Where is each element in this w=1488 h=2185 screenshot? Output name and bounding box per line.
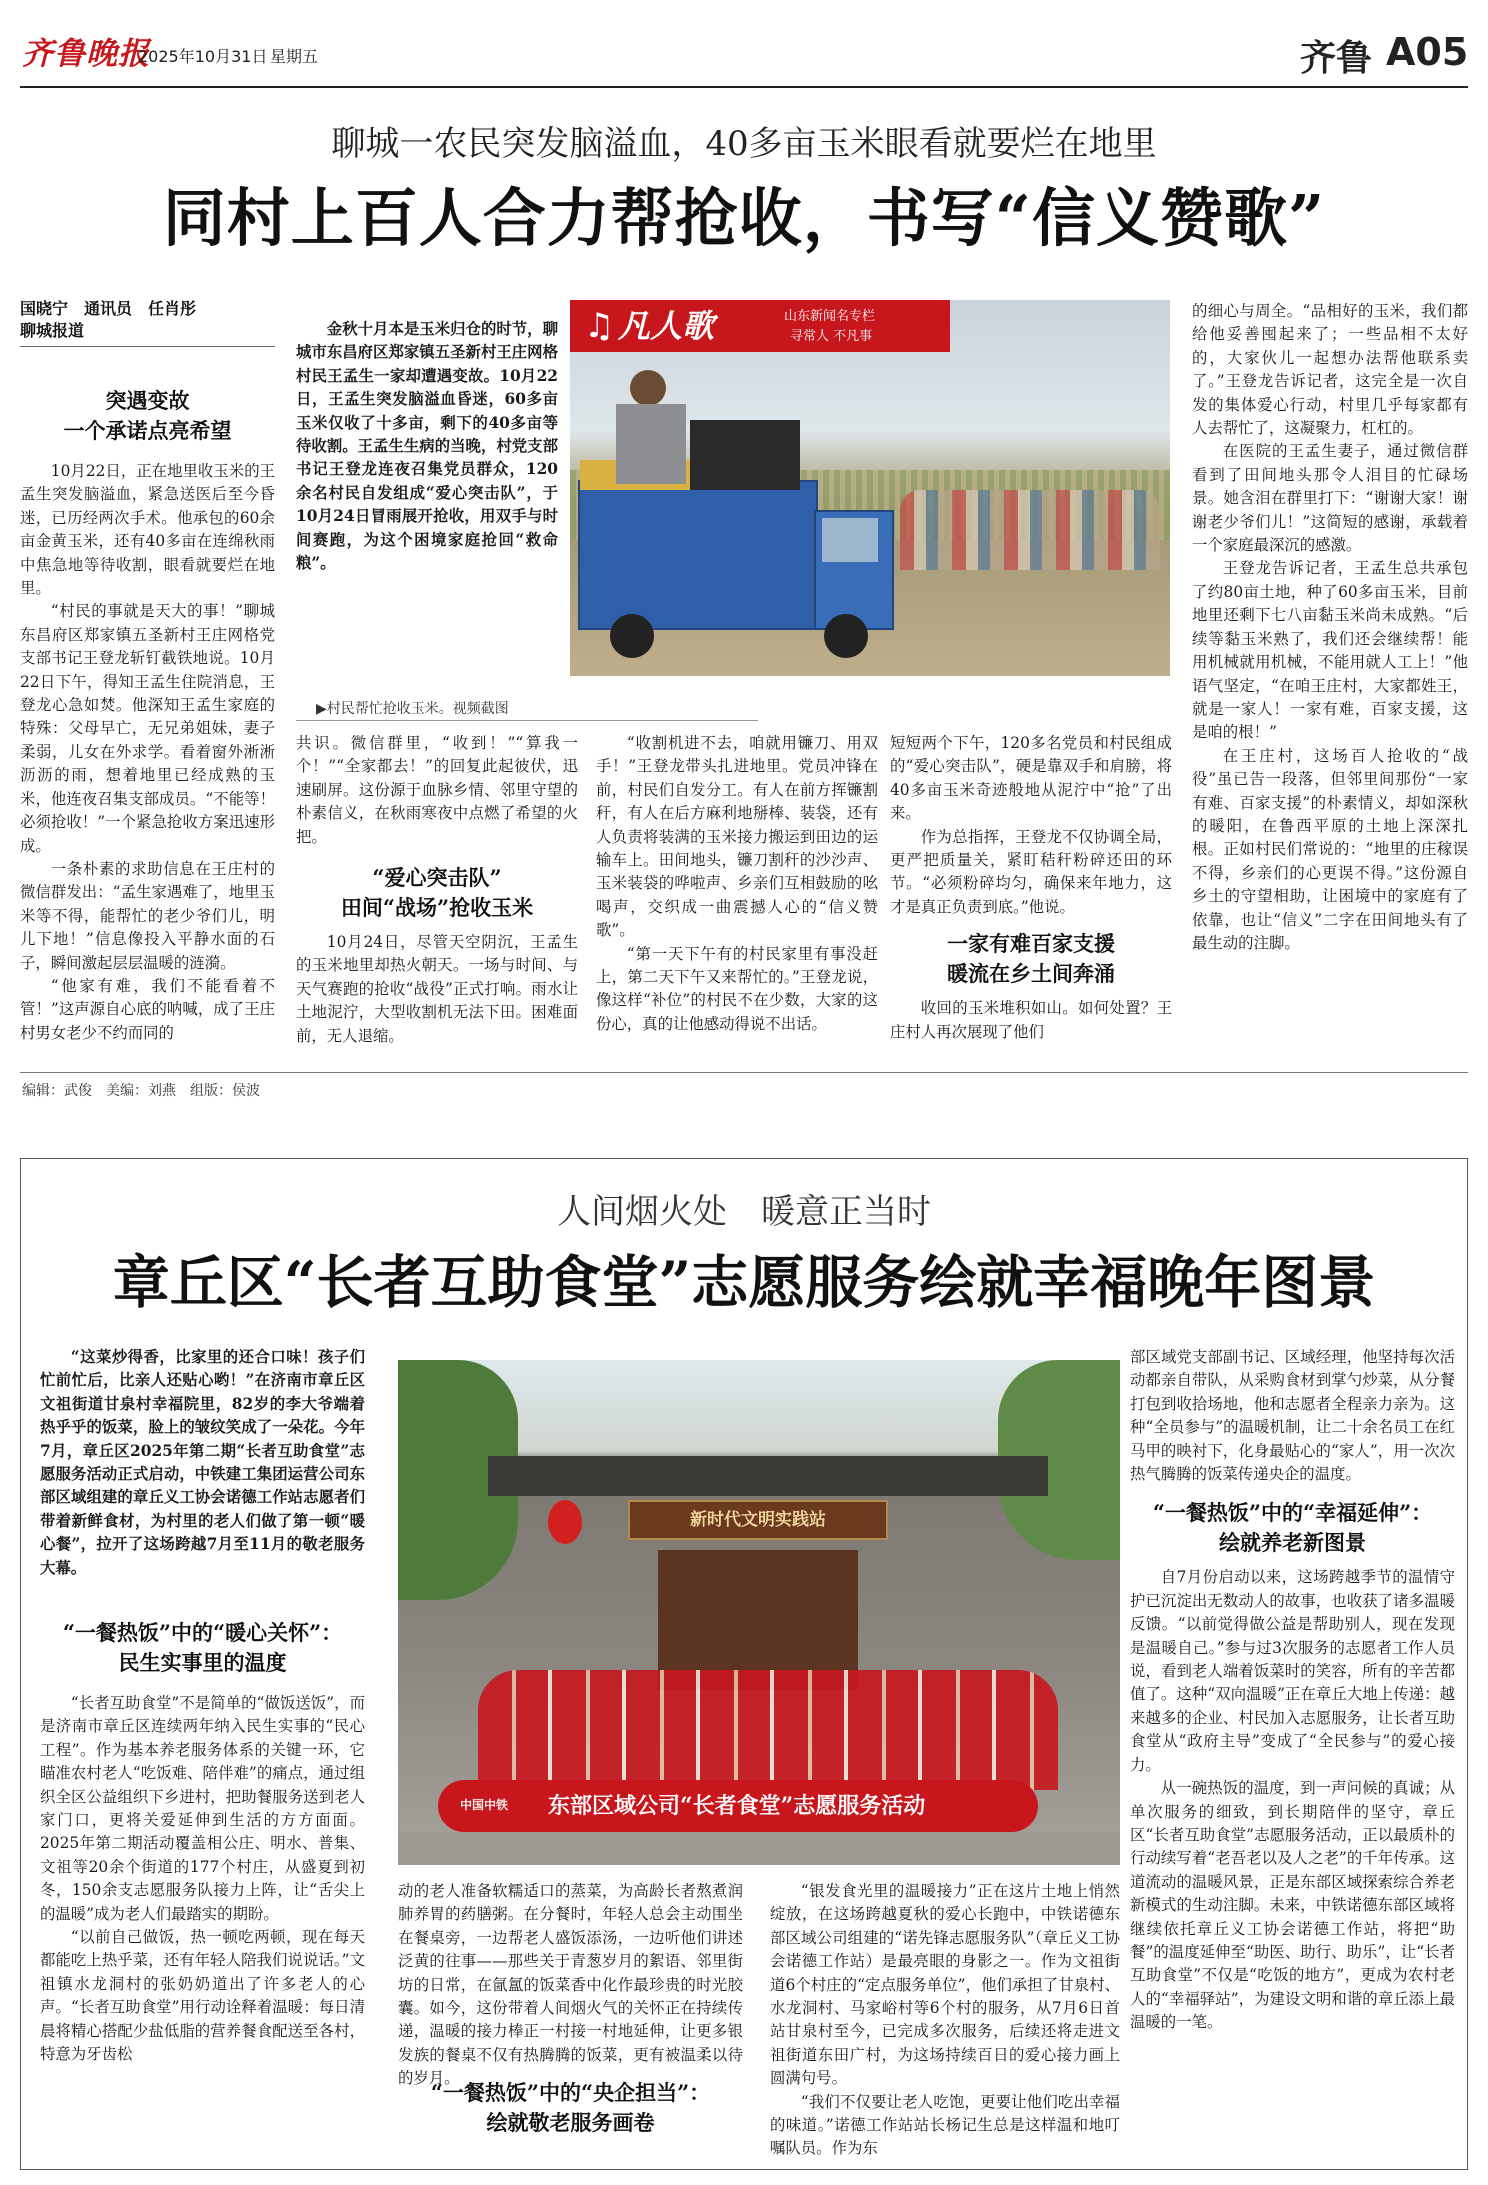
masthead-logo: 齐鲁晚报 [22, 36, 150, 72]
photo-banner-text: 东部区域公司“长者食堂”志愿服务活动 [548, 1793, 926, 1819]
article1-subhead-2: “爱心突击队” 田间“战场”抢收玉米 [340, 865, 534, 921]
banner-line2: 寻常人 不凡事 [790, 329, 873, 344]
masthead [0, 0, 1488, 88]
article2-lead: “这菜炒得香，比家里的还合口味！孩子们忙前忙后，比亲人还贴心哟！”在济南市章丘区文祖街道甘泉村幸福院里，82岁的李大爷端着热乎乎的饭菜，脸上的皱纹笑成了一朵花。今年7月，章丘区2025年第二期“长者互助食堂”志愿服务活动正式启动，中铁建工集团运营公司东部区域组建的章丘义工协会诺德工作站志愿者们带着新鲜食材，为村里的老人们做了第一顿“暖心餐”，拉开了这场跨越7月至11月的敬老服务大幕。 [40, 1348, 365, 1577]
article1-col1: 10月22日，正在地里收玉米的王孟生突发脑溢血，紧急送医后至今昏迷，已历经两次手术。他承包的60余亩金黄玉米，还有40多亩在连绵秋雨中焦急地等待收割，眼看就要烂在地里。 “村民的事就是天大的事！”聊城东昌府区郑家镇五圣新村王庄网格党支部书记王登龙斩钉截铁地说。10月22日下午，得知王孟生住院消息，王登龙心急如焚。他深知王孟生家庭的特殊：父母早亡，无兄弟姐妹，妻子柔弱，儿女在外求学。看着窗外淅淅沥沥的雨，想着地里已经成熟的玉米，他连夜召集支部成员。“不能等！必须抢收！”一个紧急抢收方案迅速形成。 一条朴素的求助信息在王庄村的微信群发出：“孟生家遇难了，地里玉米等不得，能帮忙的老少爷们儿，明儿下地！”信息像投入平静水面的石子，瞬间激起层层温暖的涟漪。 “他家有难，我们不能看着不管！”这声源自心底的呐喊，成了王庄村男女老少不约而同的 [20, 462, 275, 1042]
article1-photo [570, 300, 1170, 676]
article1-col4: 短短两个下午，120多名党员和村民组成的“爱心突击队”，硬是靠双手和肩膀，将40多亩玉米奇迹般地从泥泞中“抢”了出来。 作为总指挥，王登龙不仅协调全局，更严把质量关，紧盯秸秆粉碎还田的环节。“必须粉碎均匀，确保来年地力，这才是真正负责到底。”他说。 一家有难百家支援 暖流在乡土间奔涌 收回的玉米堆积如山。如何处置？王庄村人再次展现了他们 [890, 734, 1172, 1041]
section-name: 齐鲁 [1300, 37, 1373, 79]
article1-headline: 同村上百人合力帮抢收，书写“信义赞歌” [162, 181, 1326, 255]
byline-location: 聊城报道 [20, 321, 85, 340]
lantern-icon [548, 1500, 582, 1544]
article2-col3: “银发食光里的温暖接力”正在这片土地上悄然绽放，在这场跨越夏秋的爱心长跑中，中铁诺德东部区域公司组建的“诺先锋志愿服务队”（章丘义工协会诺德工作站）是最亮眼的身影之一。作为文祖街道6个村庄的“定点服务单位”，他们承担了甘泉村、水龙洞村、马家峪村等6个村的服务，从7月6日首站甘泉村至今，已完成多次服务，后续还将走进文祖街道东田广村，为这场持续百日的爱心接力画上圆满句号。 “我们不仅要让老人吃饱，更要让他们吃出幸福的味道。”诺德工作站站长杨记生总是这样温和地叮嘱队员。作为东 [770, 1882, 1120, 2158]
photo-sign: 新时代文明实践站 [628, 1500, 888, 1540]
article1-byline [20, 298, 275, 347]
article1-subhead-3: 一家有难百家支援 暖流在乡土间奔涌 [947, 931, 1115, 987]
volunteers-group [478, 1670, 1058, 1790]
article1-kicker: 聊城一农民突发脑溢血，40多亩玉米眼看就要烂在地里 [331, 124, 1157, 164]
photo-banner [438, 1780, 1038, 1832]
music-note-icon: ♫ [584, 306, 615, 346]
article1-col3: “收割机进不去，咱就用镰刀、用双手！”王登龙带头扎进地里。党员冲锋在前，村民们自发分工。有人在前方挥镰割秆，有人在后方麻利地掰棒、装袋，还有人负责将装满的玉米接力搬运到田边的运输车上。田间地头，镰刀割秆的沙沙声、玉米装袋的哗啦声、乡亲们互相鼓励的吆喝声，交织成一曲震撼人心的“信义赞歌”。 “第一天下午有的村民家里有事没赶上，第二天下午又来帮忙的。”王登龙说，像这样“补位”的村民不在少数，大家的这份心，真的让他感动得说不出话。 [596, 734, 878, 1033]
article1-photo-caption: ▶村民帮忙抢收玉米。视频截图 [316, 701, 509, 717]
article2-headline: 章丘区“长者互助食堂”志愿服务绘就幸福晚年图景 [112, 1249, 1376, 1316]
banner-line1: 山东新闻名专栏 [784, 309, 876, 324]
banner-title: 凡人歌 [618, 307, 715, 345]
truck [578, 480, 818, 630]
article2-subhead-2: “一餐热饭”中的“央企担当”： 绘就敬老服务画卷 [430, 2080, 711, 2135]
article1-lead: 金秋十月本是玉米归仓的时节，聊城市东昌府区郑家镇五圣新村王庄网格村民王孟生一家却遭遇变故。10月22日，王孟生突发脑溢血昏迷，60多亩玉米仅收了十多亩，剩下的40多亩等待收割。王孟生生病的当晚，村党支部书记王登龙连夜召集党员群众，120余名村民自发组成“爱心突击队”，于10月24日冒雨展开抢收，用双手与时间赛跑，为这个困境家庭抢回“救命粮”。 [296, 320, 558, 573]
article2-col4: 部区域党支部副书记、区域经理，他坚持每次活动都亲自带队，从采购食材到掌勺炒菜，从分餐打包到收拾场地，他和志愿者全程亲力亲为。这种“全员参与”的温暖机制，让二十余名员工在红马甲的映衬下，化身最贴心的“家人”，用一次次热气腾腾的饭菜传递央企的温度。 “一餐热饭”中的“幸福延伸”： 绘就养老新图景 自7月份启动以来，这场跨越季节的温情守护已沉淀出无数动人的故事，也收获了诸多温暖反馈。“以前觉得做公益是帮助别人，现在发现是温暖自己。”参与过3次服务的志愿者工作人员说，看到老人端着饭菜时的笑容，所有的辛苦都值了。这种“双向温暖”正在章丘大地上传递：越来越多的企业、村民加入志愿服务，让长者互助食堂从“政府主导”变成了“全民参与”的爱心接力。 从一碗热饭的温度，到一声问候的真诚；从单次服务的细致，到长期陪伴的坚守，章丘区“长者互助食堂”志愿服务活动，正以最质朴的行动续写着“老吾老以及人之老”的千年传承。这道流动的温暖风景，正是东部区域探索综合养老新模式的生动注脚。未来，中铁诺德东部区域将继续依托章丘义工协会诺德工作站，将把“助餐”的温度延伸至“助医、助行、助乐”，让“长者互助食堂”不仅是“吃饭的地方”，更成为农村老人的“幸福驿站”，为建设文明和谐的章丘添上最温暖的一笔。 [1130, 1348, 1455, 2032]
column-banner [570, 300, 950, 352]
article1-col5: 的细心与周全。“品相好的玉米，我们都给他妥善囤起来了；一些品相不太好的，大家伙儿一起想办法帮他联系卖了。”王登龙告诉记者，这完全是一次自发的集体爱心行动，村里几乎每家都有人去帮忙了，这凝聚力，杠杠的。 在医院的王孟生妻子，通过微信群看到了田间地头那令人泪目的忙碌场景。她含泪在群里打下：“谢谢大家！谢谢老少爷们儿！”这简短的感谢，承载着一个家庭最深沉的感激。 王登龙告诉记者，王孟生总共承包了约80亩土地，种了60多亩玉米，目前地里还剩下七八亩黏玉米尚未成熟。“后续等黏玉米熟了，我们还会继续帮！能用机械就用机械，不能用就人工上！”他语气坚定，“在咱王庄村，大家都姓王，就是一家人！一家有难，百家支援，这是咱的根！” 在王庄村，这场百人抢收的“战役”虽已告一段落，但邻里间那份“一家有难、百家支援”的朴素情义，却如深秋的暖阳，在鲁西平原的土地上深深扎根。正如村民们常说的：“地里的庄稼误不得，乡亲们的心更误不得。”这份源自乡土的守望相助，让困境中的家庭有了依靠，也让“信义”二字在田间地头有了最生动的注脚。 [1192, 302, 1468, 952]
article2-col2: 动的老人准备软糯适口的蒸菜，为高龄长者熬煮润肺养胃的药膳粥。在分餐时，年轻人总会主动围坐在餐桌旁，一边帮老人盛饭添汤，一边听他们讲述泛黄的往事——那些关于青葱岁月的絮语、邻里街坊的日常，在氤氲的饭菜香中化作最珍贵的时光胶囊。如今，这份带着人间烟火气的关怀正在持续传递，温暖的接力棒正一村接一村地延伸，让更多银发族的餐桌不仅有热腾腾的饭菜，更有被温柔以待的岁月。 [398, 1882, 743, 2088]
page-number: A05 [1386, 30, 1469, 74]
article1-col2: 共识。微信群里，“收到！”“算我一个！”“全家都去！”的回复此起彼伏，迅速刷屏。这份源于血脉乡情、邻里守望的朴素信义，在秋雨寒夜中点燃了希望的火把。 “爱心突击队” 田间“战场”抢收玉米 10月24日，尽管天空阴沉，王孟生的玉米地里却热火朝天。一场与时间、与天气赛跑的抢收“战役”正式打响。雨水让土地泥泞，大型收割机无法下田。困难面前，无人退缩。 [296, 734, 578, 1045]
article2-subhead-3: “一餐热饭”中的“幸福延伸”： 绘就养老新图景 [1152, 1500, 1433, 1556]
photo-logo: 中国中铁 [460, 1798, 509, 1812]
article2-subhead-1: “一餐热饭”中的“暖心关怀”： 民生实事里的温度 [62, 1620, 343, 1675]
article1-subhead-1: 突遇变故 一个承诺点亮希望 [63, 388, 232, 443]
article2-kicker: 人间烟火处 暖意正当时 [557, 1192, 931, 1232]
article2-photo [398, 1360, 1120, 1865]
masthead-rule [20, 86, 1468, 88]
masthead-weekday: 星期五 [270, 47, 319, 66]
article2-col1: “长者互助食堂”不是简单的“做饭送饭”，而是济南市章丘区连续两年纳入民生实事的“民心工程”。作为基本养老服务体系的关键一环，它瞄准农村老人“吃饭难、陪伴难”的痛点，通过组织全区公益组织下乡进村，把助餐服务送到老人家门口，更将关爱延伸到生活的方方面面。2025年第二期活动覆盖相公庄、明水、普集、文祖等20余个街道的177个村庄，从盛夏到初冬，150余支志愿服务队接力上阵，让“舌尖上的温暖”成为老人们最踏实的期盼。 “以前自己做饭，热一顿吃两顿，现在每天都能吃上热乎菜，还有年轻人陪我们说说话。”文祖镇水龙洞村的张奶奶道出了许多老人的心声。“长者互助食堂”用行动诠释着温暖：每日清晨将精心搭配少盐低脂的营养餐食配送至各村，特意为牙齿松 [40, 1694, 365, 2064]
byline-authors: 国晓宁 通讯员 任肖彤 [20, 299, 197, 318]
editors-line: 编辑：武俊 美编：刘燕 组版：侯波 [22, 1083, 260, 1099]
masthead-date: 2025年10月31日 [138, 47, 268, 66]
